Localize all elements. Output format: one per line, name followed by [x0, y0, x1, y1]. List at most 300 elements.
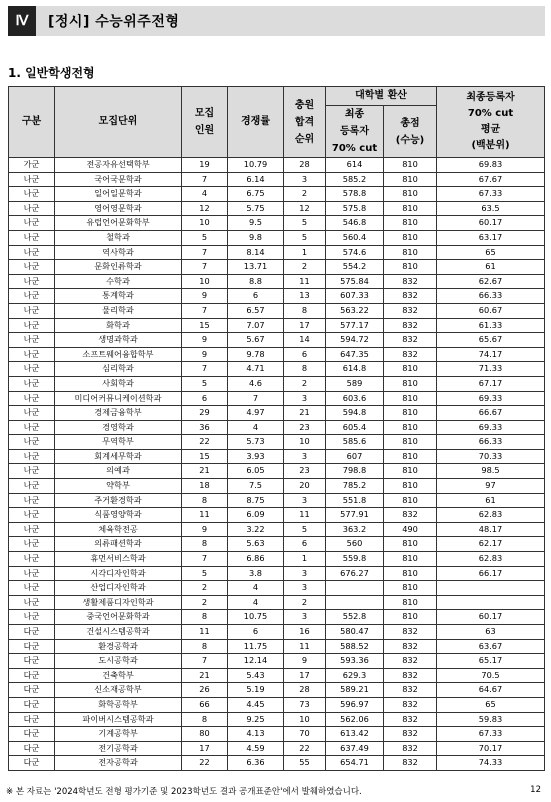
cell-gubun: 나군 — [9, 172, 55, 187]
section-title: [정시] 수능위주전형 — [36, 6, 545, 36]
cell-unit: 시각디자인학과 — [55, 566, 182, 581]
cell-rate: 13.71 — [228, 260, 284, 275]
cell-recruit: 4 — [182, 187, 228, 202]
cell-final-avg: 71.33 — [437, 362, 545, 377]
table-row — [9, 245, 545, 260]
cell-rank: 3 — [284, 581, 326, 596]
table-row — [9, 347, 545, 362]
cell-rate: 5.67 — [228, 333, 284, 348]
section-header — [8, 6, 545, 36]
cell-gubun: 나군 — [9, 449, 55, 464]
cell-gubun: 나군 — [9, 289, 55, 304]
cell-gubun: 나군 — [9, 493, 55, 508]
cell-final-avg: 69.33 — [437, 391, 545, 406]
cell-gubun: 나군 — [9, 230, 55, 245]
cell-rate: 9.8 — [228, 230, 284, 245]
cell-total: 832 — [384, 697, 437, 712]
cell-total: 832 — [384, 668, 437, 683]
cell-rank: 6 — [284, 537, 326, 552]
cell-recruit: 21 — [182, 668, 228, 683]
cell-total: 810 — [384, 493, 437, 508]
cell-final70: 637.49 — [326, 741, 384, 756]
cell-unit: 경제금융학부 — [55, 406, 182, 421]
table-row — [9, 741, 545, 756]
cell-unit: 신소재공학부 — [55, 683, 182, 698]
cell-rate: 3.22 — [228, 522, 284, 537]
table-row — [9, 464, 545, 479]
cell-total: 832 — [384, 654, 437, 669]
cell-gubun: 다군 — [9, 741, 55, 756]
cell-total: 490 — [384, 522, 437, 537]
cell-recruit: 7 — [182, 172, 228, 187]
cell-rank: 11 — [284, 639, 326, 654]
cell-final70: 607 — [326, 449, 384, 464]
cell-gubun: 나군 — [9, 303, 55, 318]
header-rate: 경쟁률 — [228, 87, 284, 158]
cell-total: 810 — [384, 449, 437, 464]
cell-final-avg: 60.17 — [437, 610, 545, 625]
cell-final70: 589 — [326, 376, 384, 391]
cell-final-avg: 98.5 — [437, 464, 545, 479]
cell-final70: 613.42 — [326, 727, 384, 742]
cell-rank: 1 — [284, 552, 326, 567]
table-row — [9, 260, 545, 275]
cell-rate: 4.45 — [228, 697, 284, 712]
cell-unit: 건설시스템공학과 — [55, 625, 182, 640]
cell-recruit: 7 — [182, 245, 228, 260]
cell-final-avg: 66.17 — [437, 566, 545, 581]
cell-rate: 6.09 — [228, 508, 284, 523]
cell-rate: 5.63 — [228, 537, 284, 552]
cell-unit: 휴먼서비스학과 — [55, 552, 182, 567]
cell-rank: 3 — [284, 610, 326, 625]
cell-final-avg: 63.5 — [437, 201, 545, 216]
cell-rank: 3 — [284, 172, 326, 187]
header-final-group: 최종등록자 70% cut 평균 (백분위) — [437, 87, 545, 158]
cell-rate: 10.79 — [228, 158, 284, 173]
cell-unit: 도시공학과 — [55, 654, 182, 669]
cell-final70: 585.2 — [326, 172, 384, 187]
cell-total: 810 — [384, 260, 437, 275]
table-row — [9, 187, 545, 202]
cell-final70: 563.22 — [326, 303, 384, 318]
cell-final70: 575.84 — [326, 274, 384, 289]
cell-rate: 12.14 — [228, 654, 284, 669]
table-row — [9, 639, 545, 654]
cell-rank: 10 — [284, 435, 326, 450]
cell-final-avg: 97 — [437, 479, 545, 494]
cell-unit: 전공자유선택학부 — [55, 158, 182, 173]
header-unit: 모집단위 — [55, 87, 182, 158]
cell-final70: 552.8 — [326, 610, 384, 625]
cell-rate: 11.75 — [228, 639, 284, 654]
cell-total: 810 — [384, 464, 437, 479]
cell-recruit: 8 — [182, 712, 228, 727]
cell-final70: 577.17 — [326, 318, 384, 333]
cell-rank: 8 — [284, 303, 326, 318]
cell-final-avg: 62.83 — [437, 552, 545, 567]
cell-final70: 798.8 — [326, 464, 384, 479]
subsection-title: 1. 일반학생전형 — [8, 66, 95, 80]
cell-final70: 580.47 — [326, 625, 384, 640]
cell-total: 810 — [384, 435, 437, 450]
cell-gubun: 다군 — [9, 727, 55, 742]
cell-rank: 2 — [284, 595, 326, 610]
table-row — [9, 274, 545, 289]
cell-final-avg: 66.33 — [437, 435, 545, 450]
cell-unit: 약학부 — [55, 479, 182, 494]
cell-recruit: 36 — [182, 420, 228, 435]
cell-final70: 629.3 — [326, 668, 384, 683]
cell-rate: 5.19 — [228, 683, 284, 698]
cell-total: 832 — [384, 508, 437, 523]
cell-final70: 593.36 — [326, 654, 384, 669]
cell-rank: 6 — [284, 347, 326, 362]
table-row — [9, 230, 545, 245]
cell-final70: 605.4 — [326, 420, 384, 435]
cell-rank: 3 — [284, 566, 326, 581]
cell-unit: 무역학부 — [55, 435, 182, 450]
cell-total: 810 — [384, 581, 437, 596]
cell-final-avg: 66.67 — [437, 406, 545, 421]
cell-gubun: 나군 — [9, 201, 55, 216]
cell-recruit: 5 — [182, 376, 228, 391]
table-row — [9, 683, 545, 698]
cell-final70: 554.2 — [326, 260, 384, 275]
cell-final70: 676.27 — [326, 566, 384, 581]
cell-final-avg: 63.17 — [437, 230, 545, 245]
cell-gubun: 나군 — [9, 260, 55, 275]
cell-total: 832 — [384, 639, 437, 654]
table-row — [9, 756, 545, 771]
table-row — [9, 449, 545, 464]
table-row — [9, 654, 545, 669]
cell-rank: 5 — [284, 230, 326, 245]
cell-unit: 생명과학과 — [55, 333, 182, 348]
cell-rate: 4 — [228, 581, 284, 596]
table-row — [9, 289, 545, 304]
cell-recruit: 11 — [182, 625, 228, 640]
cell-total: 810 — [384, 230, 437, 245]
cell-final-avg: 67.17 — [437, 376, 545, 391]
cell-rank: 70 — [284, 727, 326, 742]
cell-rate: 6.36 — [228, 756, 284, 771]
cell-unit: 식품영양학과 — [55, 508, 182, 523]
cell-final70: 559.8 — [326, 552, 384, 567]
cell-rank: 5 — [284, 522, 326, 537]
cell-rate: 8.8 — [228, 274, 284, 289]
cell-rank: 20 — [284, 479, 326, 494]
table-row — [9, 537, 545, 552]
cell-final-avg: 67.33 — [437, 187, 545, 202]
table-row — [9, 625, 545, 640]
cell-unit: 파이버시스템공학과 — [55, 712, 182, 727]
cell-recruit: 12 — [182, 201, 228, 216]
cell-unit: 생활제품디자인학과 — [55, 595, 182, 610]
cell-rate: 4 — [228, 420, 284, 435]
cell-rate: 8.14 — [228, 245, 284, 260]
cell-rate: 4.97 — [228, 406, 284, 421]
cell-final-avg: 60.17 — [437, 216, 545, 231]
table-row — [9, 420, 545, 435]
cell-gubun: 나군 — [9, 406, 55, 421]
cell-total: 810 — [384, 595, 437, 610]
cell-rate: 4.6 — [228, 376, 284, 391]
cell-gubun: 다군 — [9, 668, 55, 683]
cell-rate: 4.71 — [228, 362, 284, 377]
cell-rank: 22 — [284, 741, 326, 756]
header-total: 총점 (수능) — [384, 106, 437, 158]
cell-final-avg: 48.17 — [437, 522, 545, 537]
cell-rank: 11 — [284, 274, 326, 289]
cell-recruit: 2 — [182, 581, 228, 596]
cell-total: 810 — [384, 362, 437, 377]
table-row — [9, 303, 545, 318]
cell-gubun: 나군 — [9, 187, 55, 202]
cell-gubun: 나군 — [9, 347, 55, 362]
cell-gubun: 나군 — [9, 537, 55, 552]
cell-final-avg: 67.33 — [437, 727, 545, 742]
cell-final-avg — [437, 581, 545, 596]
cell-gubun: 나군 — [9, 581, 55, 596]
cell-recruit: 9 — [182, 333, 228, 348]
cell-total: 832 — [384, 756, 437, 771]
cell-final70: 577.91 — [326, 508, 384, 523]
cell-gubun: 다군 — [9, 712, 55, 727]
cell-rate: 8.75 — [228, 493, 284, 508]
cell-final-avg: 61 — [437, 260, 545, 275]
cell-rate: 6.86 — [228, 552, 284, 567]
cell-total: 810 — [384, 376, 437, 391]
cell-gubun: 다군 — [9, 639, 55, 654]
cell-final70: 614.8 — [326, 362, 384, 377]
cell-unit: 소프트웨어융합학부 — [55, 347, 182, 362]
cell-total: 832 — [384, 333, 437, 348]
cell-gubun: 나군 — [9, 376, 55, 391]
cell-final-avg: 61.33 — [437, 318, 545, 333]
cell-rate: 4.59 — [228, 741, 284, 756]
cell-rank: 11 — [284, 508, 326, 523]
cell-gubun: 나군 — [9, 420, 55, 435]
cell-rank: 23 — [284, 464, 326, 479]
table-row — [9, 376, 545, 391]
cell-rank: 28 — [284, 683, 326, 698]
cell-final-avg: 65 — [437, 245, 545, 260]
cell-recruit: 8 — [182, 493, 228, 508]
cell-final-avg: 62.67 — [437, 274, 545, 289]
cell-rank: 14 — [284, 333, 326, 348]
cell-gubun: 다군 — [9, 697, 55, 712]
cell-unit: 산업디자인학과 — [55, 581, 182, 596]
cell-unit: 환경공학과 — [55, 639, 182, 654]
cell-unit: 물리학과 — [55, 303, 182, 318]
cell-gubun: 나군 — [9, 595, 55, 610]
cell-rank: 17 — [284, 668, 326, 683]
table-row — [9, 668, 545, 683]
cell-recruit: 2 — [182, 595, 228, 610]
cell-gubun: 나군 — [9, 391, 55, 406]
cell-final70: 363.2 — [326, 522, 384, 537]
cell-recruit: 9 — [182, 289, 228, 304]
cell-final-avg: 70.17 — [437, 741, 545, 756]
cell-total: 810 — [384, 172, 437, 187]
cell-final70: 588.52 — [326, 639, 384, 654]
cell-unit: 전기공학과 — [55, 741, 182, 756]
cell-gubun: 다군 — [9, 625, 55, 640]
cell-rate: 9.25 — [228, 712, 284, 727]
cell-unit: 중국언어문화학과 — [55, 610, 182, 625]
cell-recruit: 22 — [182, 756, 228, 771]
cell-total: 832 — [384, 712, 437, 727]
cell-final70: 589.21 — [326, 683, 384, 698]
cell-rate: 10.75 — [228, 610, 284, 625]
cell-rate: 4 — [228, 595, 284, 610]
footnote: ※ 본 자료는 '2024학년도 전형 평가기준 및 2023학년도 결과 공개표준안'에서 발췌하였습니다. — [6, 787, 362, 797]
cell-rank: 55 — [284, 756, 326, 771]
cell-recruit: 8 — [182, 639, 228, 654]
cell-recruit: 11 — [182, 508, 228, 523]
cell-total: 810 — [384, 216, 437, 231]
table-row — [9, 479, 545, 494]
cell-recruit: 66 — [182, 697, 228, 712]
cell-rate: 7.5 — [228, 479, 284, 494]
header-gubun: 구분 — [9, 87, 55, 158]
cell-final70: 585.6 — [326, 435, 384, 450]
cell-recruit: 7 — [182, 654, 228, 669]
cell-rank: 21 — [284, 406, 326, 421]
cell-total: 810 — [384, 158, 437, 173]
cell-total: 810 — [384, 201, 437, 216]
cell-final70: 614 — [326, 158, 384, 173]
table-row — [9, 610, 545, 625]
cell-gubun: 나군 — [9, 318, 55, 333]
cell-unit: 영어영문학과 — [55, 201, 182, 216]
cell-total: 832 — [384, 289, 437, 304]
cell-total: 810 — [384, 187, 437, 202]
cell-unit: 전자공학과 — [55, 756, 182, 771]
cell-unit: 체육학전공 — [55, 522, 182, 537]
cell-gubun: 나군 — [9, 245, 55, 260]
cell-final-avg: 60.67 — [437, 303, 545, 318]
cell-rank: 8 — [284, 362, 326, 377]
cell-rank: 2 — [284, 376, 326, 391]
cell-rank: 1 — [284, 245, 326, 260]
cell-total: 832 — [384, 625, 437, 640]
cell-total: 810 — [384, 566, 437, 581]
cell-total: 832 — [384, 303, 437, 318]
cell-recruit: 7 — [182, 260, 228, 275]
cell-gubun: 나군 — [9, 566, 55, 581]
cell-final70: 785.2 — [326, 479, 384, 494]
cell-recruit: 5 — [182, 566, 228, 581]
header-final70: 최종 등록자 70% cut — [326, 106, 384, 158]
cell-rate: 6 — [228, 289, 284, 304]
cell-rate: 6 — [228, 625, 284, 640]
cell-rate: 5.43 — [228, 668, 284, 683]
cell-final-avg: 67.67 — [437, 172, 545, 187]
cell-final-avg: 66.33 — [437, 289, 545, 304]
cell-final-avg: 74.33 — [437, 756, 545, 771]
cell-final70: 562.06 — [326, 712, 384, 727]
cell-recruit: 21 — [182, 464, 228, 479]
cell-unit: 건축학부 — [55, 668, 182, 683]
section-number: Ⅳ — [8, 6, 36, 36]
cell-final70: 603.6 — [326, 391, 384, 406]
cell-final70: 594.72 — [326, 333, 384, 348]
cell-rate: 6.57 — [228, 303, 284, 318]
cell-total: 832 — [384, 741, 437, 756]
cell-recruit: 26 — [182, 683, 228, 698]
cell-gubun: 나군 — [9, 216, 55, 231]
cell-unit: 화학과 — [55, 318, 182, 333]
cell-gubun: 나군 — [9, 333, 55, 348]
cell-recruit: 9 — [182, 347, 228, 362]
page-number: 12 — [530, 785, 541, 795]
cell-final-avg: 63 — [437, 625, 545, 640]
cell-recruit: 17 — [182, 741, 228, 756]
cell-unit: 유럽언어문화학부 — [55, 216, 182, 231]
table-row — [9, 216, 545, 231]
cell-recruit: 6 — [182, 391, 228, 406]
cell-total: 810 — [384, 479, 437, 494]
cell-final70: 578.8 — [326, 187, 384, 202]
table-row — [9, 697, 545, 712]
cell-final-avg: 63.67 — [437, 639, 545, 654]
cell-recruit: 8 — [182, 610, 228, 625]
cell-unit: 수학과 — [55, 274, 182, 289]
cell-final-avg: 62.83 — [437, 508, 545, 523]
cell-gubun: 나군 — [9, 610, 55, 625]
table-row — [9, 508, 545, 523]
cell-rank: 3 — [284, 391, 326, 406]
cell-gubun: 나군 — [9, 552, 55, 567]
cell-total: 810 — [384, 406, 437, 421]
cell-rate: 6.05 — [228, 464, 284, 479]
cell-recruit: 9 — [182, 522, 228, 537]
cell-recruit: 18 — [182, 479, 228, 494]
cell-gubun: 가군 — [9, 158, 55, 173]
table-row — [9, 493, 545, 508]
cell-unit: 의예과 — [55, 464, 182, 479]
cell-unit: 주거환경학과 — [55, 493, 182, 508]
cell-rate: 7.07 — [228, 318, 284, 333]
cell-rate: 3.93 — [228, 449, 284, 464]
table-row — [9, 522, 545, 537]
cell-gubun: 다군 — [9, 654, 55, 669]
cell-rank: 5 — [284, 216, 326, 231]
header-univ-group: 대학별 환산 — [326, 87, 437, 106]
cell-rate: 5.73 — [228, 435, 284, 450]
cell-final-avg: 62.17 — [437, 537, 545, 552]
cell-final-avg: 64.67 — [437, 683, 545, 698]
cell-recruit: 22 — [182, 435, 228, 450]
cell-final-avg — [437, 595, 545, 610]
table-body — [9, 158, 545, 771]
cell-rank: 16 — [284, 625, 326, 640]
cell-final-avg: 61 — [437, 493, 545, 508]
cell-final-avg: 69.33 — [437, 420, 545, 435]
cell-rank: 2 — [284, 187, 326, 202]
cell-final-avg: 69.83 — [437, 158, 545, 173]
cell-recruit: 7 — [182, 362, 228, 377]
cell-final70 — [326, 581, 384, 596]
table-row — [9, 552, 545, 567]
cell-total: 810 — [384, 420, 437, 435]
cell-unit: 통계학과 — [55, 289, 182, 304]
table-row — [9, 595, 545, 610]
cell-unit: 미디어커뮤니케이션학과 — [55, 391, 182, 406]
cell-rank: 2 — [284, 260, 326, 275]
